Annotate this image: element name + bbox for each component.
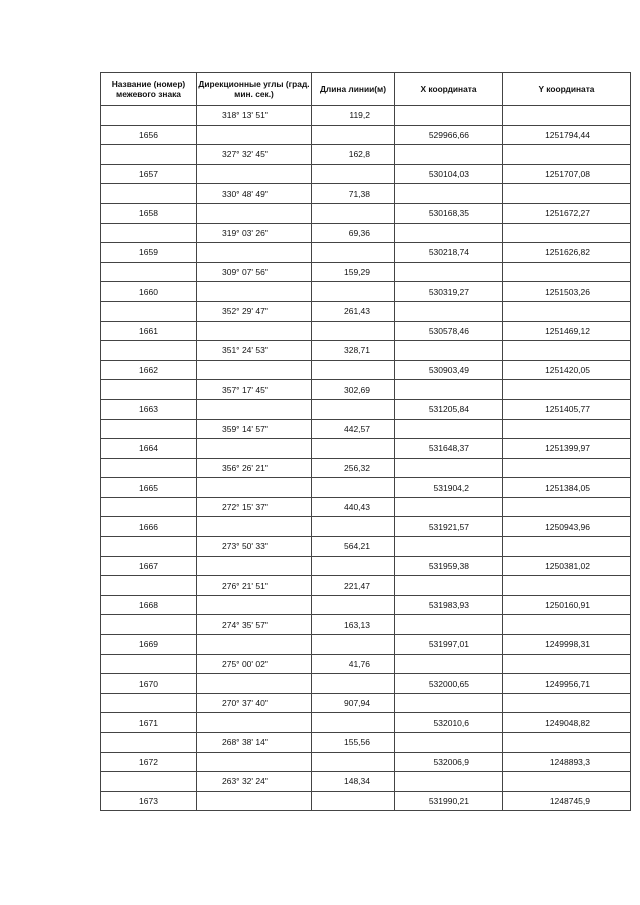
direction-angle-cell: 319° 03' 26" [197, 223, 312, 243]
x-coordinate-cell: 531904,2 [395, 478, 503, 498]
marker-name-cell [101, 106, 197, 126]
x-coordinate-cell [395, 301, 503, 321]
marker-row [101, 635, 631, 655]
x-coordinate-cell [395, 772, 503, 792]
line-length-cell: 155,56 [312, 733, 395, 753]
x-coordinate-cell: 530903,49 [395, 360, 503, 380]
y-coordinate-cell: 1251399,97 [503, 439, 631, 459]
y-coordinate-cell: 1250943,96 [503, 517, 631, 537]
x-coordinate-cell [395, 615, 503, 635]
line-length-cell: 162,8 [312, 145, 395, 165]
x-coordinate-cell: 531959,38 [395, 556, 503, 576]
line-length-cell [312, 674, 395, 694]
y-coordinate-cell: 1251469,12 [503, 321, 631, 341]
marker-row [101, 399, 631, 419]
table-body [101, 106, 631, 811]
marker-name-cell [101, 537, 197, 557]
segment-row [101, 184, 631, 204]
marker-row [101, 125, 631, 145]
marker-name-cell: 1673 [101, 791, 197, 811]
marker-name-cell [101, 733, 197, 753]
segment-row [101, 576, 631, 596]
y-coordinate-cell [503, 419, 631, 439]
direction-angle-cell [197, 282, 312, 302]
marker-row [101, 595, 631, 615]
y-coordinate-cell: 1251405,77 [503, 399, 631, 419]
segment-row [101, 301, 631, 321]
line-length-cell: 328,71 [312, 341, 395, 361]
header-x-coordinate: X координата [395, 73, 503, 106]
x-coordinate-cell: 531997,01 [395, 635, 503, 655]
x-coordinate-cell [395, 693, 503, 713]
x-coordinate-cell [395, 145, 503, 165]
marker-name-cell: 1657 [101, 164, 197, 184]
direction-angle-cell [197, 164, 312, 184]
direction-angle-cell: 270° 37' 40" [197, 693, 312, 713]
direction-angle-cell [197, 243, 312, 263]
line-length-cell [312, 360, 395, 380]
x-coordinate-cell: 530578,46 [395, 321, 503, 341]
segment-row [101, 380, 631, 400]
segment-row [101, 772, 631, 792]
y-coordinate-cell: 1251384,05 [503, 478, 631, 498]
direction-angle-cell: 276° 21' 51" [197, 576, 312, 596]
x-coordinate-cell [395, 537, 503, 557]
y-coordinate-cell: 1251794,44 [503, 125, 631, 145]
line-length-cell [312, 203, 395, 223]
x-coordinate-cell: 531921,57 [395, 517, 503, 537]
y-coordinate-cell [503, 576, 631, 596]
segment-row [101, 223, 631, 243]
y-coordinate-cell: 1249998,31 [503, 635, 631, 655]
marker-row [101, 243, 631, 263]
direction-angle-cell [197, 439, 312, 459]
y-coordinate-cell [503, 458, 631, 478]
segment-row [101, 693, 631, 713]
x-coordinate-cell [395, 106, 503, 126]
line-length-cell [312, 243, 395, 263]
line-length-cell [312, 556, 395, 576]
header-y-coordinate: Y координата [503, 73, 631, 106]
direction-angle-cell: 274° 35' 57" [197, 615, 312, 635]
marker-name-cell: 1667 [101, 556, 197, 576]
x-coordinate-cell: 531648,37 [395, 439, 503, 459]
line-length-cell [312, 635, 395, 655]
line-length-cell: 256,32 [312, 458, 395, 478]
x-coordinate-cell: 530168,35 [395, 203, 503, 223]
y-coordinate-cell [503, 341, 631, 361]
y-coordinate-cell [503, 184, 631, 204]
boundary-coordinates-table [100, 72, 631, 811]
y-coordinate-cell [503, 497, 631, 517]
y-coordinate-cell: 1251420,05 [503, 360, 631, 380]
marker-row [101, 556, 631, 576]
direction-angle-cell: 263° 32' 24" [197, 772, 312, 792]
direction-angle-cell: 273° 50' 33" [197, 537, 312, 557]
line-length-cell: 440,43 [312, 497, 395, 517]
marker-name-cell: 1670 [101, 674, 197, 694]
y-coordinate-cell [503, 380, 631, 400]
line-length-cell: 41,76 [312, 654, 395, 674]
y-coordinate-cell: 1248745,9 [503, 791, 631, 811]
y-coordinate-cell [503, 615, 631, 635]
marker-name-cell: 1661 [101, 321, 197, 341]
direction-angle-cell: 268° 38' 14" [197, 733, 312, 753]
direction-angle-cell: 330° 48' 49" [197, 184, 312, 204]
header-direction-angles: Дирекционные углы (град. мин. сек.) [197, 73, 312, 106]
y-coordinate-cell [503, 772, 631, 792]
direction-angle-cell [197, 556, 312, 576]
line-length-cell [312, 791, 395, 811]
y-coordinate-cell: 1249956,71 [503, 674, 631, 694]
x-coordinate-cell [395, 262, 503, 282]
marker-row [101, 517, 631, 537]
marker-name-cell: 1669 [101, 635, 197, 655]
x-coordinate-cell [395, 576, 503, 596]
x-coordinate-cell [395, 733, 503, 753]
marker-row [101, 478, 631, 498]
line-length-cell [312, 282, 395, 302]
marker-name-cell [101, 301, 197, 321]
segment-row [101, 615, 631, 635]
marker-name-cell [101, 576, 197, 596]
direction-angle-cell: 359° 14' 57" [197, 419, 312, 439]
line-length-cell [312, 752, 395, 772]
y-coordinate-cell: 1251503,26 [503, 282, 631, 302]
direction-angle-cell [197, 595, 312, 615]
marker-row [101, 203, 631, 223]
line-length-cell: 564,21 [312, 537, 395, 557]
marker-name-cell: 1662 [101, 360, 197, 380]
direction-angle-cell: 272° 15' 37" [197, 497, 312, 517]
marker-name-cell [101, 497, 197, 517]
segment-row [101, 262, 631, 282]
direction-angle-cell [197, 478, 312, 498]
line-length-cell [312, 399, 395, 419]
coordinates-sheet [100, 72, 630, 811]
marker-name-cell: 1666 [101, 517, 197, 537]
x-coordinate-cell: 531990,21 [395, 791, 503, 811]
x-coordinate-cell [395, 380, 503, 400]
direction-angle-cell [197, 791, 312, 811]
line-length-cell: 221,47 [312, 576, 395, 596]
line-length-cell [312, 164, 395, 184]
y-coordinate-cell [503, 106, 631, 126]
x-coordinate-cell [395, 184, 503, 204]
direction-angle-cell: 352° 29' 47" [197, 301, 312, 321]
y-coordinate-cell [503, 537, 631, 557]
marker-name-cell [101, 145, 197, 165]
line-length-cell: 442,57 [312, 419, 395, 439]
line-length-cell: 163,13 [312, 615, 395, 635]
marker-name-cell [101, 419, 197, 439]
direction-angle-cell [197, 713, 312, 733]
marker-name-cell [101, 184, 197, 204]
marker-row [101, 360, 631, 380]
line-length-cell [312, 517, 395, 537]
direction-angle-cell: 327° 32' 45" [197, 145, 312, 165]
marker-name-cell: 1659 [101, 243, 197, 263]
header-line-length: Длина линии(м) [312, 73, 395, 106]
x-coordinate-cell: 532010,6 [395, 713, 503, 733]
segment-row [101, 106, 631, 126]
direction-angle-cell [197, 752, 312, 772]
y-coordinate-cell [503, 733, 631, 753]
y-coordinate-cell [503, 693, 631, 713]
x-coordinate-cell: 530218,74 [395, 243, 503, 263]
line-length-cell: 119,2 [312, 106, 395, 126]
marker-name-cell [101, 693, 197, 713]
line-length-cell [312, 478, 395, 498]
line-length-cell [312, 713, 395, 733]
marker-row [101, 439, 631, 459]
x-coordinate-cell [395, 223, 503, 243]
marker-row [101, 282, 631, 302]
direction-angle-cell: 309° 07' 56" [197, 262, 312, 282]
direction-angle-cell: 351° 24' 53" [197, 341, 312, 361]
marker-name-cell: 1658 [101, 203, 197, 223]
direction-angle-cell: 275° 00' 02" [197, 654, 312, 674]
y-coordinate-cell: 1251707,08 [503, 164, 631, 184]
marker-row [101, 752, 631, 772]
y-coordinate-cell [503, 654, 631, 674]
direction-angle-cell [197, 321, 312, 341]
direction-angle-cell [197, 674, 312, 694]
line-length-cell [312, 439, 395, 459]
marker-name-cell [101, 772, 197, 792]
y-coordinate-cell [503, 145, 631, 165]
direction-angle-cell: 356° 26' 21" [197, 458, 312, 478]
x-coordinate-cell: 532000,65 [395, 674, 503, 694]
marker-name-cell [101, 341, 197, 361]
segment-row [101, 458, 631, 478]
line-length-cell: 69,36 [312, 223, 395, 243]
x-coordinate-cell: 531205,84 [395, 399, 503, 419]
marker-row [101, 791, 631, 811]
y-coordinate-cell: 1250381,02 [503, 556, 631, 576]
table-header [101, 73, 631, 106]
segment-row [101, 654, 631, 674]
segment-row [101, 497, 631, 517]
direction-angle-cell [197, 125, 312, 145]
segment-row [101, 145, 631, 165]
x-coordinate-cell: 531983,93 [395, 595, 503, 615]
marker-name-cell [101, 458, 197, 478]
marker-name-cell: 1660 [101, 282, 197, 302]
line-length-cell [312, 321, 395, 341]
y-coordinate-cell: 1250160,91 [503, 595, 631, 615]
header-row [101, 73, 631, 106]
segment-row [101, 733, 631, 753]
y-coordinate-cell: 1251626,82 [503, 243, 631, 263]
x-coordinate-cell [395, 497, 503, 517]
y-coordinate-cell [503, 301, 631, 321]
line-length-cell [312, 595, 395, 615]
y-coordinate-cell [503, 223, 631, 243]
marker-name-cell: 1663 [101, 399, 197, 419]
x-coordinate-cell: 530319,27 [395, 282, 503, 302]
marker-name-cell [101, 380, 197, 400]
direction-angle-cell [197, 399, 312, 419]
segment-row [101, 341, 631, 361]
marker-name-cell: 1672 [101, 752, 197, 772]
line-length-cell: 302,69 [312, 380, 395, 400]
marker-name-cell: 1656 [101, 125, 197, 145]
marker-row [101, 713, 631, 733]
line-length-cell: 148,34 [312, 772, 395, 792]
line-length-cell [312, 125, 395, 145]
line-length-cell: 71,38 [312, 184, 395, 204]
marker-row [101, 674, 631, 694]
marker-name-cell [101, 223, 197, 243]
y-coordinate-cell: 1248893,3 [503, 752, 631, 772]
marker-name-cell: 1668 [101, 595, 197, 615]
x-coordinate-cell: 530104,03 [395, 164, 503, 184]
marker-name-cell [101, 654, 197, 674]
direction-angle-cell [197, 517, 312, 537]
direction-angle-cell: 318° 13' 51" [197, 106, 312, 126]
x-coordinate-cell [395, 654, 503, 674]
line-length-cell: 159,29 [312, 262, 395, 282]
marker-name-cell [101, 262, 197, 282]
header-marker-name: Название (номер) межевого знака [101, 73, 197, 106]
direction-angle-cell: 357° 17' 45" [197, 380, 312, 400]
segment-row [101, 419, 631, 439]
marker-row [101, 164, 631, 184]
line-length-cell: 907,94 [312, 693, 395, 713]
marker-name-cell: 1665 [101, 478, 197, 498]
marker-name-cell: 1664 [101, 439, 197, 459]
x-coordinate-cell [395, 419, 503, 439]
direction-angle-cell [197, 360, 312, 380]
x-coordinate-cell: 532006,9 [395, 752, 503, 772]
y-coordinate-cell [503, 262, 631, 282]
x-coordinate-cell [395, 341, 503, 361]
direction-angle-cell [197, 635, 312, 655]
direction-angle-cell [197, 203, 312, 223]
line-length-cell: 261,43 [312, 301, 395, 321]
x-coordinate-cell [395, 458, 503, 478]
marker-name-cell [101, 615, 197, 635]
y-coordinate-cell: 1251672,27 [503, 203, 631, 223]
y-coordinate-cell: 1249048,82 [503, 713, 631, 733]
marker-name-cell: 1671 [101, 713, 197, 733]
x-coordinate-cell: 529966,66 [395, 125, 503, 145]
segment-row [101, 537, 631, 557]
marker-row [101, 321, 631, 341]
